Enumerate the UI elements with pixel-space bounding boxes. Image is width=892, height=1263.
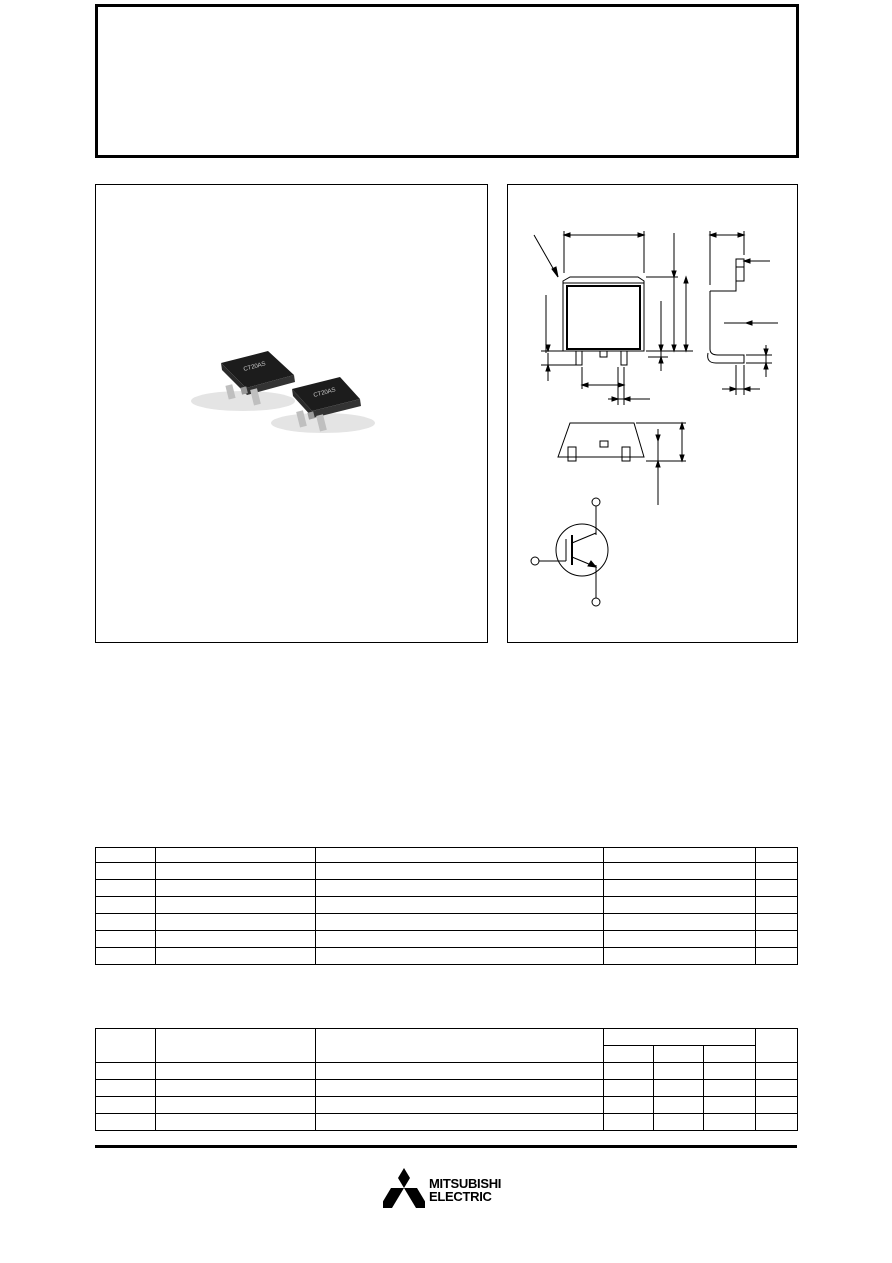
table-row (96, 931, 798, 948)
table-row (96, 948, 798, 965)
footer-logo (383, 1168, 523, 1210)
device-marking-1: CT20AS (242, 361, 267, 373)
outline-drawing (508, 185, 797, 642)
table-row (96, 1080, 798, 1097)
footer-rule (95, 1145, 797, 1148)
table-row (96, 914, 798, 931)
device-marking-2: CT20AS (312, 387, 337, 399)
igbt-schematic-symbol (531, 498, 608, 606)
outline-drawing-panel (507, 184, 798, 643)
table-row (96, 1097, 798, 1114)
table-row (96, 1063, 798, 1080)
product-photo-panel (95, 184, 488, 643)
spec-table-2 (95, 1028, 798, 1131)
table-row (96, 1114, 798, 1131)
product-photo (96, 185, 487, 642)
table-header-row (96, 1029, 798, 1046)
spec-table-1 (95, 847, 798, 965)
table-row (96, 880, 798, 897)
front-view (541, 231, 693, 405)
logo-line-1: MITSUBISHI (429, 1176, 502, 1191)
bottom-view (558, 423, 686, 505)
side-view (708, 231, 778, 395)
logo-line-2: ELECTRIC (429, 1189, 492, 1204)
table-row (96, 863, 798, 880)
title-box (95, 4, 799, 158)
table-row (96, 897, 798, 914)
three-diamonds-icon (383, 1168, 425, 1208)
table-row (96, 848, 798, 863)
